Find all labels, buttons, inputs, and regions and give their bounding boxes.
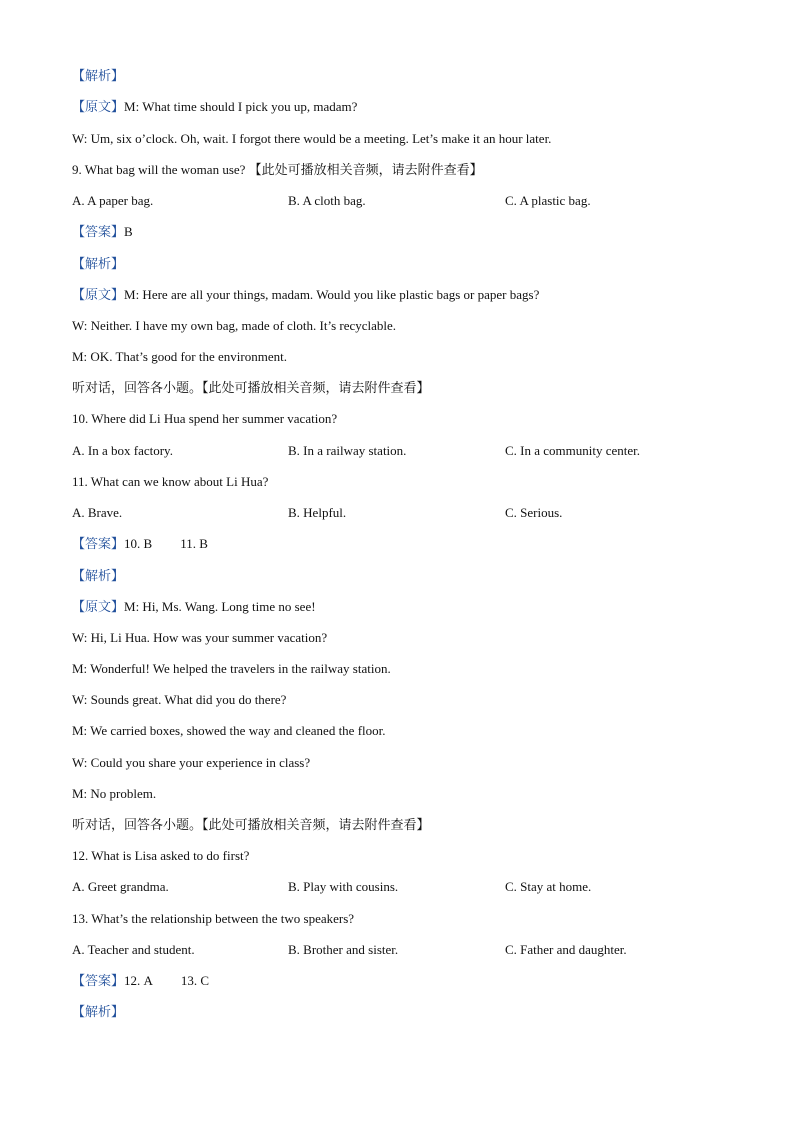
analysis-heading <box>72 64 124 88</box>
analysis-tag: 【解析】 <box>72 1005 125 1020</box>
question-text: 9. What bag will the woman use? <box>72 162 249 177</box>
question-9-options <box>72 189 722 213</box>
question-text: 10. Where did Li Hua spend her summer vacation? <box>72 411 338 426</box>
answer-value: 10. B <box>124 536 153 551</box>
transcript-tag: 【原文】 <box>72 100 125 115</box>
question-10 <box>72 407 337 431</box>
transcript-line <box>72 782 156 806</box>
question-11-options <box>72 501 722 525</box>
option-c: C. A plastic bag. <box>505 193 591 208</box>
transcript-text: W: Hi, Li Hua. How was your summer vacation? <box>72 630 328 645</box>
option-b: B. Helpful. <box>288 505 347 520</box>
answer-value: 13. C <box>180 973 210 988</box>
answer-tag: 【答案】 <box>72 974 125 989</box>
transcript-tag: 【原文】 <box>72 600 125 615</box>
option-c: C. In a community center. <box>505 443 641 458</box>
answer-value: B <box>124 224 133 239</box>
transcript-text: M: OK. That’s good for the environment. <box>72 349 287 364</box>
analysis-tag: 【解析】 <box>72 257 125 272</box>
question-13 <box>72 907 354 931</box>
question-11 <box>72 470 268 494</box>
analysis-heading <box>72 1000 124 1024</box>
transcript-line <box>72 719 386 743</box>
question-13-options <box>72 938 722 962</box>
transcript-text: M: No problem. <box>72 786 157 801</box>
question-text: 11. What can we know about Li Hua? <box>72 474 269 489</box>
listening-instruction <box>72 813 430 837</box>
transcript-text: M: Here are all your things, madam. Would you like plastic bags or paper bags? <box>124 287 540 302</box>
question-text: 13. What’s the relationship between the two speakers? <box>72 911 355 926</box>
transcript-text: M: What time should I pick you up, madam? <box>124 99 358 114</box>
analysis-tag: 【解析】 <box>72 69 125 84</box>
option-b: B. Play with cousins. <box>288 879 399 894</box>
transcript-text: W: Could you share your experience in class? <box>72 755 311 770</box>
instruction-text: 听对话，回答各小题。【此处可播放相关音频，请去附件查看】 <box>72 818 430 833</box>
transcript-line <box>72 283 539 307</box>
audio-note: 【此处可播放相关音频，请去附件查看】 <box>248 163 483 178</box>
question-10-options <box>72 439 722 463</box>
answer-9 <box>72 220 133 244</box>
transcript-text: W: Neither. I have my own bag, made of cloth. It’s recyclable. <box>72 318 397 333</box>
analysis-heading <box>72 252 124 276</box>
transcript-text: M: Hi, Ms. Wang. Long time no see! <box>124 599 316 614</box>
answer-tag: 【答案】 <box>72 225 125 240</box>
option-c: C. Serious. <box>505 505 563 520</box>
transcript-text: M: We carried boxes, showed the way and cleaned the floor. <box>72 723 386 738</box>
question-text: 12. What is Lisa asked to do first? <box>72 848 250 863</box>
answer-value: 11. B <box>180 536 208 551</box>
transcript-line <box>72 345 287 369</box>
transcript-line <box>72 751 310 775</box>
transcript-text: W: Um, six o’clock. Oh, wait. I forgot there would be a meeting. Let’s make it an hour later. <box>72 131 552 146</box>
transcript-line <box>72 127 551 151</box>
question-12-options <box>72 875 722 899</box>
transcript-line <box>72 95 357 119</box>
option-c: C. Father and daughter. <box>505 942 627 957</box>
transcript-tag: 【原文】 <box>72 288 125 303</box>
listening-instruction <box>72 376 430 400</box>
analysis-tag: 【解析】 <box>72 569 125 584</box>
option-b: B. A cloth bag. <box>288 193 366 208</box>
answer-12-13 <box>72 969 209 993</box>
option-a: A. Teacher and student. <box>72 942 195 957</box>
answer-10-11 <box>72 532 208 556</box>
option-b: B. Brother and sister. <box>288 942 399 957</box>
transcript-text: M: Wonderful! We helped the travelers in the railway station. <box>72 661 391 676</box>
option-c: C. Stay at home. <box>505 879 592 894</box>
transcript-line <box>72 657 391 681</box>
transcript-line <box>72 626 327 650</box>
option-a: A. Brave. <box>72 505 123 520</box>
option-a: A. A paper bag. <box>72 193 154 208</box>
transcript-line <box>72 688 286 712</box>
option-b: B. In a railway station. <box>288 443 407 458</box>
transcript-line <box>72 314 396 338</box>
analysis-heading <box>72 564 124 588</box>
answer-tag: 【答案】 <box>72 537 125 552</box>
answer-value: 12. A <box>124 973 153 988</box>
instruction-text: 听对话，回答各小题。【此处可播放相关音频，请去附件查看】 <box>72 381 430 396</box>
question-9 <box>72 158 483 182</box>
option-a: A. Greet grandma. <box>72 879 169 894</box>
transcript-line <box>72 595 316 619</box>
question-12 <box>72 844 249 868</box>
option-a: A. In a box factory. <box>72 443 173 458</box>
transcript-text: W: Sounds great. What did you do there? <box>72 692 287 707</box>
